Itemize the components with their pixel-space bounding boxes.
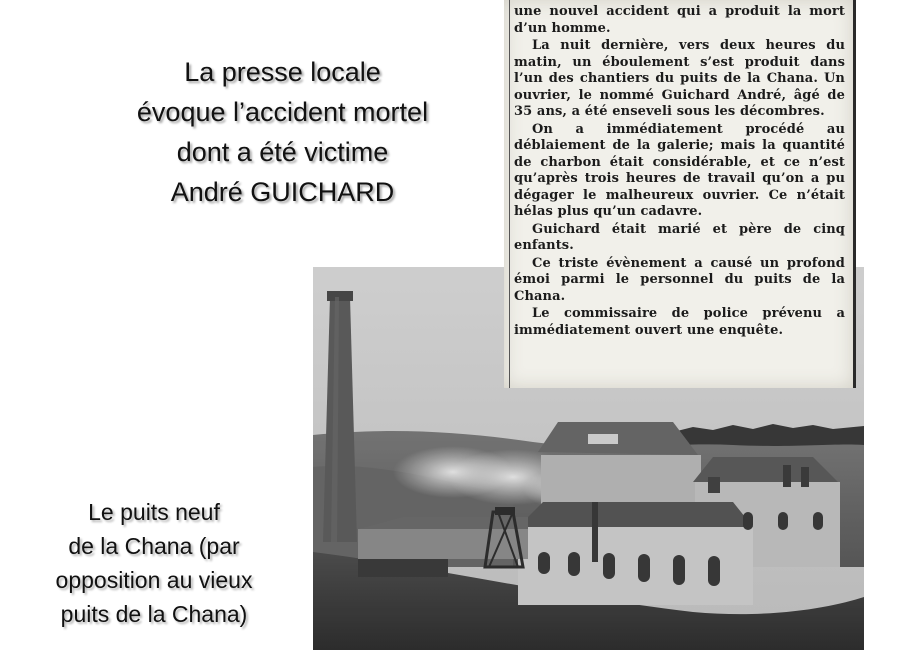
caption-line: Le puits neuf [88, 499, 220, 525]
title-line: dont a été victime [176, 137, 389, 167]
article-paragraph: On a immédiatement procédé au déblaiement de la galerie; mais la quantité de charbon était considérable, et ce n’est qu’après trois heures de travail qu’on a pu dégager le malheureux ouvrier. Ce n’était hélas plus qu’un cadavre. [514, 121, 845, 219]
title-line: évoque l’accident mortel [136, 97, 429, 127]
article-paragraph: Guichard était marié et père de cinq enfants. [514, 221, 845, 253]
slide-title [60, 52, 505, 212]
caption-line: opposition au vieux [55, 567, 253, 593]
article-paragraph: une nouvel accident qui a produit la mort d’un homme. [514, 4, 845, 36]
column-rule [509, 0, 510, 388]
article-paragraph: Le commissaire de police prévenu a immédiatement ouvert une enquête. [514, 306, 845, 338]
title-line: André GUICHARD [170, 177, 395, 207]
article-paragraph: La nuit dernière, vers deux heures du matin, un éboulement s’est produit dans l’un des chantiers du puits de la Chana. Un ouvrier, le nommé Guichard André, âgé de 35 ans, a été enseveli sous les décombres. [514, 38, 845, 119]
photo-caption [18, 495, 290, 631]
newspaper-clipping [504, 0, 856, 388]
caption-line: puits de la Chana) [60, 601, 248, 627]
title-line: La presse locale [184, 57, 381, 87]
article-paragraph: Ce triste évènement a causé un profond émoi parmi le personnel du puits de la Chana. [514, 255, 845, 304]
caption-line: de la Chana (par [68, 533, 240, 559]
